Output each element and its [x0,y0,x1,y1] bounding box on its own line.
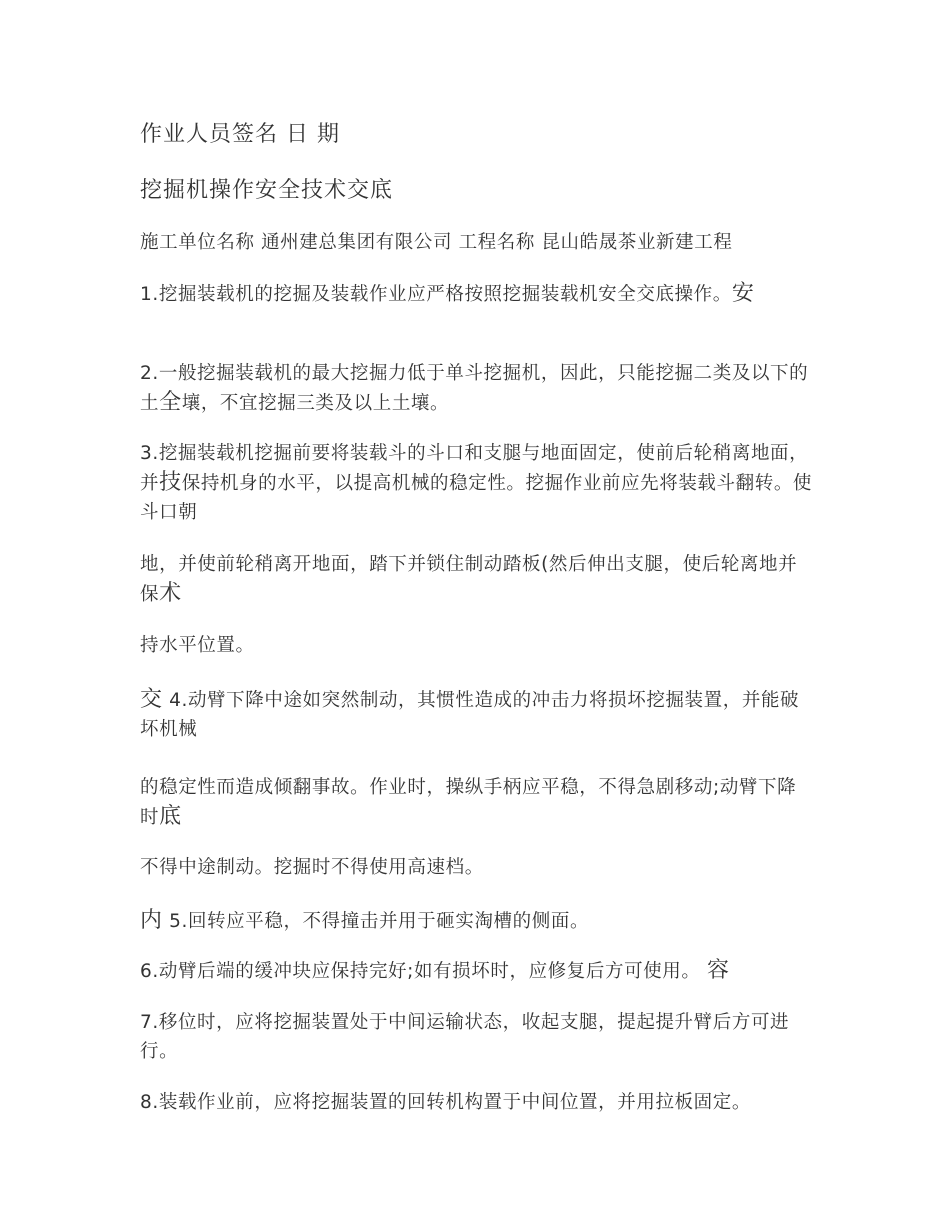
paragraph-2 [140,359,815,418]
paragraph-2-text-a: 2.一般挖掘装载机的最大挖掘力低于单斗挖掘机，因此，只能挖掘二类及以下的土 [140,363,809,414]
watermark-char: 交 [140,687,163,712]
watermark-char: 全 [159,390,182,415]
paragraph-3-text-b: 保持机身的水平，以提高机械的稳定性。挖掘作业前应先将装载斗翻转。使斗口朝 [140,473,813,523]
paragraph-5: 持水平位置。 [140,635,255,656]
paragraph-6 [140,685,815,744]
paragraph-1 [140,279,815,309]
watermark-char: 技 [159,470,182,495]
unit-line: 施工单位名称 通州建总集团有限公司 工程名称 昆山皓晟茶业新建工程 [140,232,733,253]
paragraph-9-text: 5.回转应平稳，不得撞击并用于砸实淘槽的侧面。 [162,911,590,932]
watermark-char: 术 [159,581,182,606]
paragraph-3 [140,439,815,527]
paragraph-1-text: 1.挖掘装载机的挖掘及装载作业应严格按照挖掘装载机安全交底操作。 [140,284,732,305]
watermark-char: 内 [140,908,163,933]
paragraph-6-text: 4.动臂下降中途如突然制动，其惯性造成的冲击力将损坏挖掘装置，并能破坏机械 [140,690,800,740]
paragraph-12: 8.装载作业前，应将挖掘装置的回转机构置于中间位置，并用拉板固定。 [140,1092,751,1113]
paragraph-7 [140,773,815,832]
paragraph-4 [140,550,815,609]
paragraph-8: 不得中途制动。挖掘时不得使用高速档。 [140,857,484,878]
paragraph-11: 7.移位时，应将挖掘装置处于中间运输状态，收起支腿，提起提升臂后方可进行。 [140,1012,790,1062]
signature-line: 作业人员签名 日 期 [140,122,340,147]
paragraph-2-text-b: 壤，不宜挖掘三类及以上土壤。 [181,393,450,414]
paragraph-4-text: 地，并使前轮稍离开地面，踏下并锁住制动踏板(然后伸出支腿，使后轮离地并保 [140,554,798,605]
paragraph-7-text: 的稳定性而造成倾翻事故。作业时，操纵手柄应平稳，不得急剧移动;动臂下降时 [140,777,797,828]
watermark-char: 安 [731,281,755,306]
paragraph-10 [140,956,815,986]
paragraph-10-text: 6.动臂后端的缓冲块应保持完好;如有损坏时，应修复后方可使用。 [140,961,707,982]
watermark-char: 底 [159,804,182,829]
document-title: 挖掘机操作安全技术交底 [140,178,394,203]
watermark-char: 容 [706,958,730,983]
paragraph-9 [140,906,815,936]
paragraph-3-text-a: 3.挖掘装载机挖掘前要将装载斗的斗口和支腿与地面固定，使前后轮稍离地面，并 [140,443,809,494]
